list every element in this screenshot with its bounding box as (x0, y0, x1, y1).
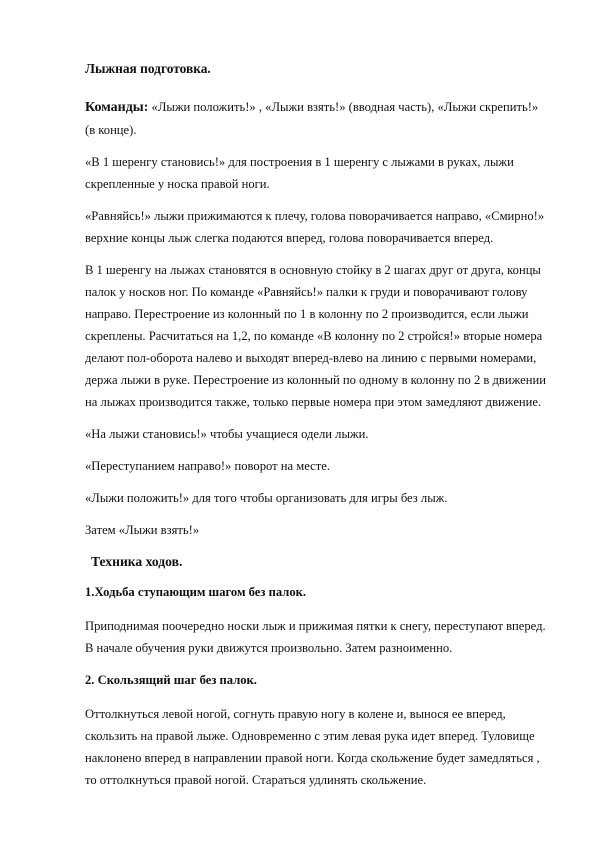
paragraph-line-formation: «В 1 шеренгу становись!» для построения в 1 шеренгу с лыжами в руках, лыжи скрепленные у носка правой ноги. (85, 155, 514, 191)
item1-title: 1.Ходьба ступающим шагом без палок. (85, 585, 307, 599)
paragraph-step-turn: «Переступанием направо!» поворот на месте. (85, 459, 330, 473)
paragraph-skis-take: Затем «Лыжи взять!» (85, 523, 200, 537)
commands-text: «Лыжи положить!» , «Лыжи взять!» (вводная часть), «Лыжи скрепить!» (в конце). (85, 100, 539, 137)
paragraph-rebuild-columns: В 1 шеренгу на лыжах становятся в основную стойку в 2 шагах друг от друга, концы палок у носков ног. По команде «Равняйсь!» палки к груди и поворачивают голову направо. Перестроение из колонный по 1 в колонну по 2 производится, если лыжи скреплены. Расчитаться на 1,2, по команде «В колонну по 2 стройся!» вторые номера делают пол-оборота налево и выходят вперед-влево на линию с первыми номерами, держа лыжи в руке. Перестроение из колонный по одному в колонну по 2 в движении на лыжах производится также, только первые номера при этом замедляют движение. (85, 263, 546, 409)
paragraph-dress-attention: «Равняйсь!» лыжи прижимаются к плечу, голова поворачивается направо, «Смирно!» верхние концы лыж слегка подаются вперед, голова поворачивается вперед. (85, 209, 545, 245)
commands-paragraph (85, 96, 547, 141)
item1-text: Приподнимая поочередно носки лыж и прижимая пятки к снегу, переступают вперед. В начале обучения руки движутся произвольно. Затем разноименно. (85, 619, 546, 655)
section-title: Техника ходов. (91, 554, 183, 569)
document-title: Лыжная подготовка. (85, 61, 211, 76)
item2-title: 2. Скользящий шаг без палок. (85, 673, 257, 687)
paragraph-skis-down: «Лыжи положить!» для того чтобы организовать для игры без лыж. (85, 491, 448, 505)
document-content (85, 58, 547, 801)
paragraph-skis-on: «На лыжи становись!» чтобы учащиеся одели лыжи. (85, 427, 369, 441)
item2-text: Оттолкнуться левой ногой, согнуть правую ногу в колене и, вынося ее вперед, скользить на правой лыже. Одновременно с этим левая рука идет вперед. Туловище наклонено вперед в направлении правой ноги. Когда скольжение будет замедляться , то оттолкнуться правой ногой. Стараться удлинять скольжение. (85, 707, 540, 787)
commands-lead: Команды: (85, 100, 149, 115)
